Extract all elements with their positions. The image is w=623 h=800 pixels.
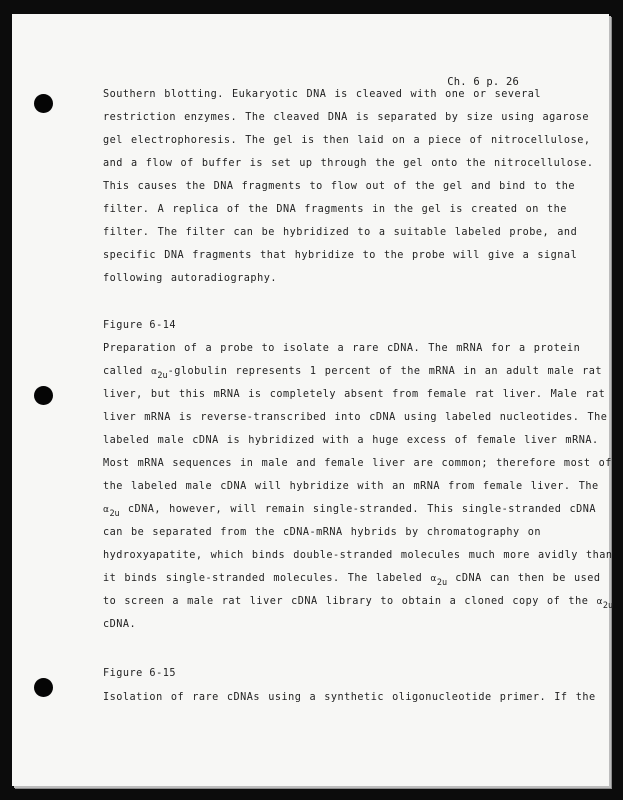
document-page [12, 14, 614, 786]
binder-hole-middle [34, 386, 53, 405]
text-line: can be separated from the cDNA-mRNA hybrids by chromatography on [103, 527, 542, 538]
text-line: liver, but this mRNA is completely absent from female rat liver. Male rat [103, 389, 606, 400]
text-line: hydroxyapatite, which binds double-stranded molecules much more avidly than [103, 550, 613, 561]
text-line: cDNA. [103, 619, 137, 630]
binder-hole-bottom [34, 678, 53, 697]
text-line: to screen a male rat liver cDNA library to obtain a cloned copy of the $\alpha_{2u}$ [103, 596, 614, 611]
text-line: called $\alpha_{2u}$-globulin represents 1 percent of the mRNA in an adult male rat [103, 366, 603, 381]
text-line: specific DNA fragments that hybridize to the probe will give a signal [103, 250, 578, 261]
text-line: Isolation of rare cDNAs using a synthetic oligonucleotide primer. If the [103, 692, 596, 703]
text-line: and a flow of buffer is set up through the gel onto the nitrocellulose. [103, 158, 594, 169]
text-line: restriction enzymes. The cleaved DNA is separated by size using agarose [103, 112, 589, 123]
alpha-symbol: α [103, 505, 110, 515]
text-line: following autoradiography. [103, 273, 277, 284]
subscript-2u: 2u [602, 601, 614, 611]
text-line: Most mRNA sequences in male and female liver are common; therefore most of [103, 458, 612, 469]
subscript-2u: 2u [436, 578, 448, 588]
alpha-symbol: α [430, 574, 437, 584]
page-header: Ch. 6 p. 26 [447, 76, 519, 88]
text-line: it binds single-stranded molecules. The labeled $\alpha_{2u}$ cDNA can then be used [103, 573, 601, 588]
text-line: $\alpha_{2u}$ cDNA, however, will remain single-stranded. This single-stranded cDNA [103, 504, 597, 519]
subscript-2u: 2u [157, 371, 168, 381]
text-line: This causes the DNA fragments to flow out of the gel and bind to the [103, 181, 576, 192]
text-line: liver mRNA is reverse-transcribed into cDNA using labeled nucleotides. The [103, 412, 608, 423]
alpha-symbol: α [596, 597, 603, 607]
figure-6-14-heading: Figure 6-14 [103, 320, 176, 331]
binder-hole-top [34, 94, 53, 113]
figure-6-15-heading: Figure 6-15 [103, 668, 176, 679]
southern-blotting-paragraph [103, 83, 594, 290]
figure-6-14-caption [103, 337, 614, 636]
text-line: the labeled male cDNA will hybridize with an mRNA from female liver. The [103, 481, 599, 492]
subscript-2u: 2u [109, 509, 120, 519]
text-line: filter. A replica of the DNA fragments in the gel is created on the [103, 204, 567, 215]
text-line: Preparation of a probe to isolate a rare cDNA. The mRNA for a protein [103, 343, 581, 354]
alpha-symbol: α [150, 367, 158, 377]
text-line: gel electrophoresis. The gel is then laid on a piece of nitrocellulose, [103, 135, 591, 146]
figure-6-15-caption [103, 686, 596, 709]
text-line: filter. The filter can be hybridized to a suitable labeled probe, and [103, 227, 578, 238]
text-line: labeled male cDNA is hybridized with a huge excess of female liver mRNA. [103, 435, 599, 446]
text-line: Southern blotting. Eukaryotic DNA is cleaved with one or several [103, 89, 542, 100]
